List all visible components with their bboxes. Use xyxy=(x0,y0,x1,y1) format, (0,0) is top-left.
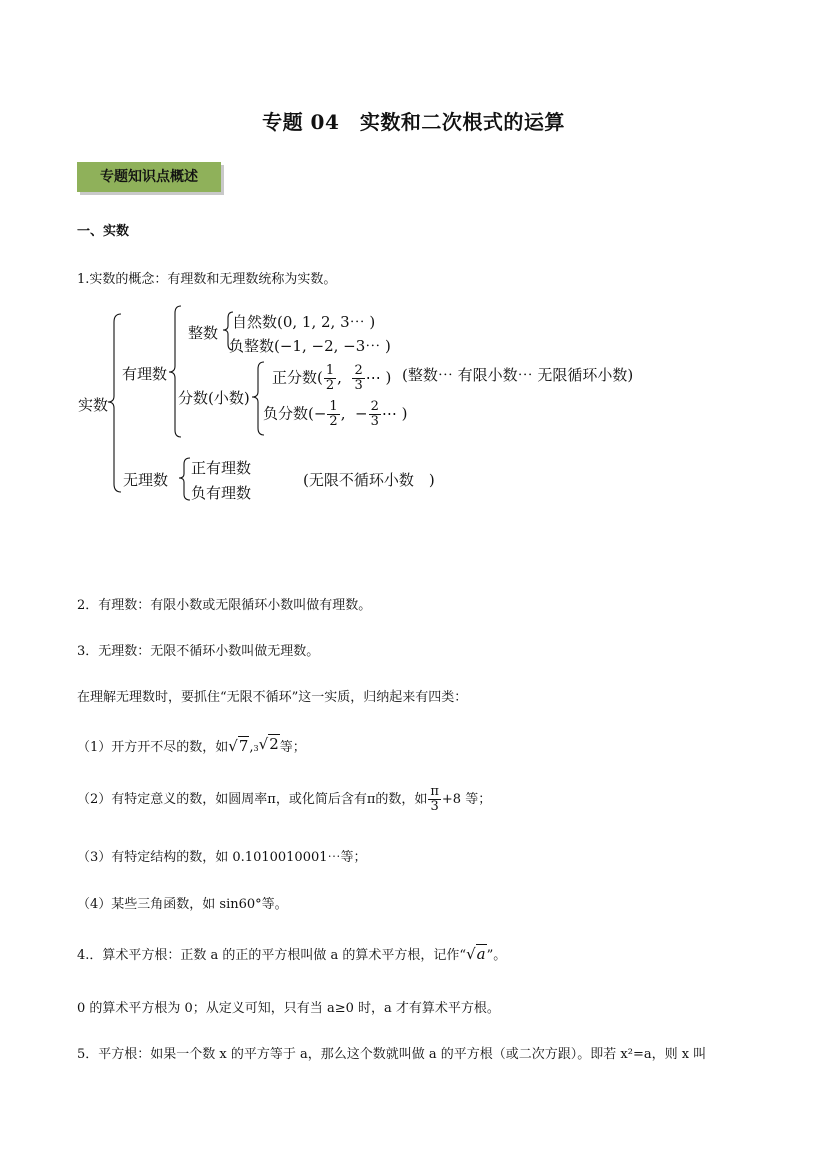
paragraph-arithmetic-root xyxy=(77,944,506,963)
brace-irrational xyxy=(179,458,190,500)
frac-den: 2 xyxy=(329,414,338,429)
tree-neg-integer: 负整数(−1, −2, −3⋯ ) xyxy=(229,337,391,355)
list-item-3: （3）有特定结构的数，如 0.1010010001⋯等； xyxy=(77,850,367,865)
paragraph-real-number-concept: 1.实数的概念：有理数和无理数统称为实数。 xyxy=(77,272,337,287)
frac-num: 1 xyxy=(329,399,338,414)
root-index: 3 xyxy=(253,744,259,753)
frac-num: π xyxy=(430,784,439,799)
pos-fraction-label: 正分数( xyxy=(272,368,323,387)
frac-num: 2 xyxy=(354,363,363,378)
frac-den: 3 xyxy=(354,378,363,393)
tree-neg-fraction: 负分数(− $\frac{1}{2}$ , − $\frac{2}{3}$ ⋯ ) xyxy=(263,399,408,429)
section-heading: 一、实数 xyxy=(77,224,130,239)
frac-den: 2 xyxy=(325,378,335,393)
paragraph-irrational-definition: 3．无理数：无限不循环小数叫做无理数。 xyxy=(77,644,320,659)
list-item-4: （4）某些三角函数，如 sin60°等。 xyxy=(77,897,288,912)
item2-suffix: +8 等； xyxy=(441,792,492,807)
fraction-neg-half xyxy=(327,400,339,429)
paragraph-zero-root: 0 的算术平方根为 0；从定义可知，只有当 a≥0 时，a 才有算术平方根。 xyxy=(77,1001,500,1016)
tree-integer: 整数 xyxy=(188,324,219,342)
frac-den: 3 xyxy=(430,799,439,814)
paragraph-rational-definition: 2．有理数：有限小数或无限循环小数叫做有理数。 xyxy=(77,598,372,613)
tree-irrational: 无理数 xyxy=(123,471,169,489)
paragraph-four-types: 在理解无理数时，要抓住“无限不循环”这一实质，归纳起来有四类： xyxy=(77,690,468,705)
radicand: 2 xyxy=(269,735,279,753)
frac-num: 1 xyxy=(325,363,335,378)
item2-prefix: （2）有特定意义的数，如圆周率π，或化简后含有π的数，如 xyxy=(77,792,428,807)
fraction-half xyxy=(324,364,336,393)
sqrt-seven: √ 7 xyxy=(228,737,249,755)
tree-pos-fraction: 正分数( $\frac{1}{2}$ , $\frac{2}{3}$ ⋯ ) xyxy=(272,363,392,393)
neg-fraction-tail: ⋯ ) xyxy=(381,404,408,423)
tree-braces xyxy=(0,0,827,520)
tree-pos-irrational: 正有理数 xyxy=(191,459,252,477)
pos-fraction-tail: ⋯ ) xyxy=(365,368,392,387)
list-item-2 xyxy=(77,785,491,814)
section-banner: 专题知识点概述 xyxy=(77,162,221,192)
sqrt-a: √ a xyxy=(466,945,486,963)
radicand: 7 xyxy=(238,737,249,755)
fraction-neg-two-thirds xyxy=(369,400,381,429)
paragraph-square-root: 5．平方根：如果一个数 x 的平方等于 a，那么这个数就叫做 a 的平方根（或二次方跟）。即若 x²=a，则 x 叫 xyxy=(77,1047,707,1062)
fraction-two-thirds xyxy=(352,364,364,393)
neg-fraction-label: 负分数(− xyxy=(263,404,327,423)
list-item-1 xyxy=(77,734,306,755)
p5-suffix: ”。 xyxy=(486,948,507,963)
frac-num: 2 xyxy=(370,399,379,414)
tree-neg-irrational: 负有理数 xyxy=(191,484,252,502)
p5-prefix: 4.．算术平方根：正数 a 的正的平方根叫做 a 的算术平方根，记作“ xyxy=(77,948,467,963)
tree-irrational-note: (无限不循环小数 ) xyxy=(303,471,435,489)
item1-prefix: （1）开方开不尽的数，如 xyxy=(77,740,229,755)
radicand: a xyxy=(476,945,486,963)
brace-real xyxy=(108,314,121,492)
item1-suffix: 等； xyxy=(279,740,306,755)
frac-den: 3 xyxy=(370,414,379,429)
tree-rational-note: (整数⋯ 有限小数⋯ 无限循环小数) xyxy=(402,366,634,384)
tree-fraction: 分数(小数) xyxy=(178,389,250,407)
tree-rational: 有理数 xyxy=(122,365,168,383)
tree-real: 实数 xyxy=(78,396,109,414)
comma: , xyxy=(249,740,254,755)
tree-natural: 自然数(0, 1, 2, 3⋯ ) xyxy=(232,313,376,331)
cube-root-two: 3 √ 2 xyxy=(253,735,279,753)
page-title: 专题 04 实数和二次根式的运算 xyxy=(262,110,565,134)
fraction-pi-third xyxy=(428,785,441,814)
brace-rational xyxy=(169,306,181,437)
